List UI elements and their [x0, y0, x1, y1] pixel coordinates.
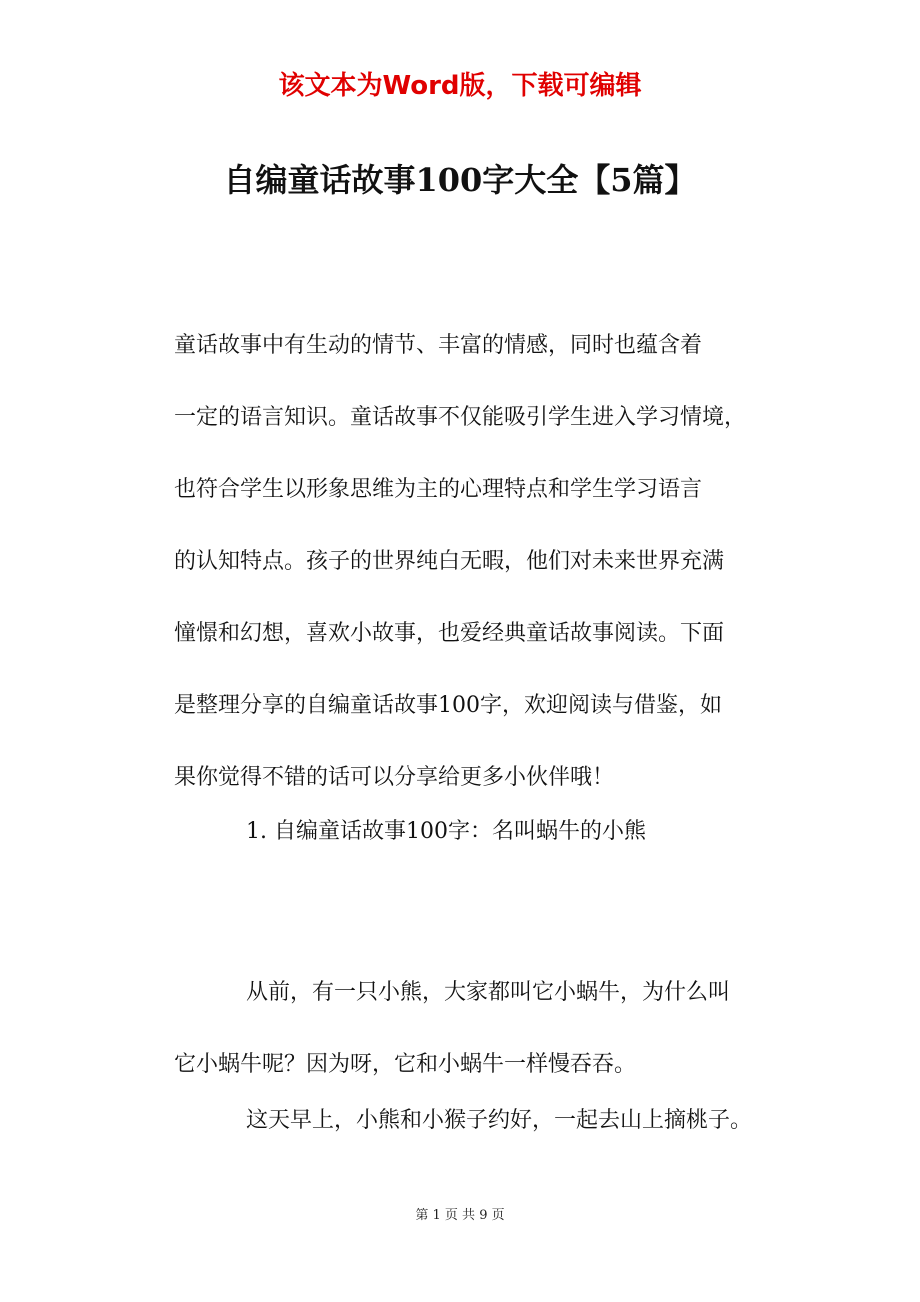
page-number-footer: 第 1 页 共 9 页 [415, 1208, 505, 1223]
intro-line: 童话故事中有生动的情节、丰富的情感，同时也蕴含着 [174, 333, 703, 358]
story-line: 这天早上，小熊和小猴子约好，一起去山上摘桃子。 [246, 1108, 753, 1133]
document-title: 自编童话故事100字大全【5篇】 [223, 161, 697, 199]
intro-paragraph [174, 310, 784, 814]
intro-line: 憧憬和幻想，喜欢小故事，也爱经典童话故事阅读。下面 [174, 621, 725, 646]
intro-line: 是整理分享的自编童话故事100字，欢迎阅读与借鉴，如 [174, 693, 722, 718]
intro-line: 也符合学生以形象思维为主的心理特点和学生学习语言 [174, 477, 703, 502]
intro-line: 果你觉得不错的话可以分享给更多小伙伴哦！ [174, 765, 615, 790]
story-line: 从前，有一只小熊，大家都叫它小蜗牛，为什么叫 [246, 980, 731, 1005]
download-notice: 该文本为Word版，下载可编辑 [278, 71, 642, 101]
story-paragraph [174, 1103, 784, 1139]
story-line: 它小蜗牛呢？因为呀，它和小蜗牛一样慢吞吞。 [174, 1052, 637, 1077]
story-paragraph [174, 957, 784, 1101]
intro-line: 一定的语言知识。童话故事不仅能吸引学生进入学习情境， [174, 405, 747, 430]
section-heading: 1. 自编童话故事100字：名叫蜗牛的小熊 [246, 819, 646, 844]
intro-line: 的认知特点。孩子的世界纯白无暇，他们对未来世界充满 [174, 549, 725, 574]
